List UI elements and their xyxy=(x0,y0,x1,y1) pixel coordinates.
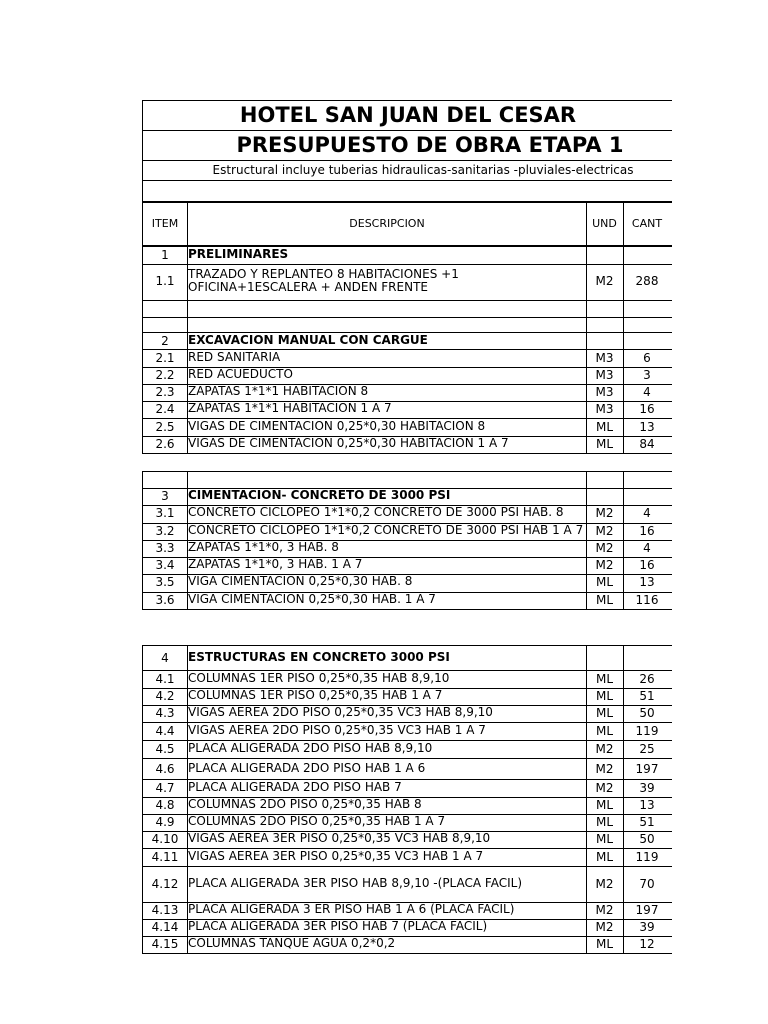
row-description: CIMENTACION- CONCRETO DE 3000 PSI xyxy=(188,488,451,502)
page-title: HOTEL SAN JUAN DEL CESAR xyxy=(239,103,577,127)
row-description: PLACA ALIGERADA 2DO PISO HAB 1 A 6 xyxy=(188,761,426,775)
row-description: VIGAS AEREA 3ER PISO 0,25*0,35 VC3 HAB 1 A 7 xyxy=(188,849,484,863)
row-unit: ML xyxy=(595,575,614,589)
row-item-number: 2.4 xyxy=(155,402,175,416)
row-item-number: 4.12 xyxy=(151,877,179,891)
row-unit: M3 xyxy=(595,402,614,416)
row-item-number: 4.11 xyxy=(151,850,179,864)
row-quantity: 13 xyxy=(639,798,655,812)
row-unit: ML xyxy=(595,437,614,451)
row-description: PLACA ALIGERADA 3 ER PISO HAB 1 A 6 (PLACA FACIL) xyxy=(188,902,515,916)
header-unit: UND xyxy=(592,217,617,230)
row-description: RED SANITARIA xyxy=(188,350,281,364)
row-item-number: 2.6 xyxy=(155,437,175,451)
row-quantity: 3 xyxy=(643,368,651,382)
row-unit: M2 xyxy=(595,877,614,891)
row-quantity: 84 xyxy=(639,437,655,451)
row-item-number: 3 xyxy=(161,489,169,503)
row-unit: M2 xyxy=(595,541,614,555)
row-item-number: 3.5 xyxy=(155,575,175,589)
row-quantity: 4 xyxy=(643,385,651,399)
scope-note: Estructural incluye tuberias hidraulicas-sanitarias -pluviales-electricas xyxy=(212,163,634,177)
row-description: COLUMNAS 2DO PISO 0,25*0,35 HAB 1 A 7 xyxy=(188,814,446,828)
row-unit: M2 xyxy=(595,742,614,756)
row-quantity: 39 xyxy=(639,920,655,934)
row-unit: M2 xyxy=(595,274,614,288)
row-description: CONCRETO CICLOPEO 1*1*0,2 CONCRETO DE 3000 PSI HAB 1 A 7 xyxy=(188,523,584,537)
row-unit: M2 xyxy=(595,524,614,538)
header-description: DESCRIPCION xyxy=(349,217,425,230)
row-description: PRELIMINARES xyxy=(188,247,289,261)
row-unit: M3 xyxy=(595,385,614,399)
row-unit: M2 xyxy=(595,903,614,917)
row-item-number: 4.8 xyxy=(155,798,175,812)
header-item: ITEM xyxy=(151,217,179,230)
row-item-number: 1 xyxy=(161,248,169,262)
row-item-number: 2 xyxy=(161,334,169,348)
row-quantity: 51 xyxy=(639,815,655,829)
row-description: COLUMNAS 1ER PISO 0,25*0,35 HAB 8,9,10 xyxy=(188,671,450,685)
row-unit: M2 xyxy=(595,781,614,795)
row-quantity: 16 xyxy=(639,524,655,538)
row-unit: ML xyxy=(595,937,614,951)
row-quantity: 4 xyxy=(643,541,651,555)
row-unit: ML xyxy=(595,706,614,720)
row-item-number: 4.15 xyxy=(151,937,179,951)
row-quantity: 16 xyxy=(639,402,655,416)
row-quantity: 12 xyxy=(639,937,655,951)
row-item-number: 4.10 xyxy=(151,832,179,846)
row-item-number: 2.3 xyxy=(155,385,175,399)
row-quantity: 39 xyxy=(639,781,655,795)
row-quantity: 70 xyxy=(639,877,655,891)
row-item-number: 4.9 xyxy=(155,815,175,829)
row-item-number: 4.7 xyxy=(155,781,175,795)
row-description: EXCAVACION MANUAL CON CARGUE xyxy=(188,333,428,347)
row-unit: M2 xyxy=(595,920,614,934)
row-item-number: 4.1 xyxy=(155,672,175,686)
row-quantity: 26 xyxy=(639,672,655,686)
row-unit: ML xyxy=(595,832,614,846)
row-quantity: 119 xyxy=(635,724,659,738)
row-quantity: 13 xyxy=(639,575,655,589)
row-item-number: 1.1 xyxy=(155,274,175,288)
row-quantity: 50 xyxy=(639,706,655,720)
row-description: PLACA ALIGERADA 3ER PISO HAB 7 (PLACA FACIL) xyxy=(188,919,488,933)
row-description: ZAPATAS 1*1*1 HABITACION 8 xyxy=(188,384,369,398)
row-description: COLUMNAS 2DO PISO 0,25*0,35 HAB 8 xyxy=(188,797,422,811)
row-unit: ML xyxy=(595,672,614,686)
row-unit: ML xyxy=(595,815,614,829)
row-unit: ML xyxy=(595,689,614,703)
header-quantity: CANT xyxy=(631,217,663,230)
row-quantity: 16 xyxy=(639,558,655,572)
row-description: COLUMNAS TANQUE AGUA 0,2*0,2 xyxy=(188,936,396,950)
row-description: ESTRUCTURAS EN CONCRETO 3000 PSI xyxy=(188,650,450,664)
row-item-number: 4.5 xyxy=(155,742,175,756)
row-description: VIGA CIMENTACION 0,25*0,30 HAB. 8 xyxy=(188,574,413,588)
row-item-number: 4.13 xyxy=(151,903,179,917)
row-item-number: 4.6 xyxy=(155,762,175,776)
row-item-number: 2.5 xyxy=(155,420,175,434)
row-quantity: 50 xyxy=(639,832,655,846)
row-description: TRAZADO Y REPLANTEO 8 HABITACIONES +1 OFICINA+1ESCALERA + ANDEN FRENTE xyxy=(188,267,459,294)
row-description: PLACA ALIGERADA 2DO PISO HAB 8,9,10 xyxy=(188,741,433,755)
row-unit: ML xyxy=(595,798,614,812)
row-description: VIGAS AEREA 2DO PISO 0,25*0,35 VC3 HAB 1 A 7 xyxy=(188,723,486,737)
row-description: RED ACUEDUCTO xyxy=(188,367,293,381)
row-item-number: 4.3 xyxy=(155,706,175,720)
row-item-number: 4.14 xyxy=(151,920,179,934)
page-clip xyxy=(672,0,768,1024)
row-unit: ML xyxy=(595,724,614,738)
row-quantity: 197 xyxy=(635,762,659,776)
row-quantity: 116 xyxy=(635,593,659,607)
row-item-number: 2.2 xyxy=(155,368,175,382)
row-description: PLACA ALIGERADA 3ER PISO HAB 8,9,10 -(PLACA FACIL) xyxy=(188,876,523,890)
row-description: VIGAS DE CIMENTACION 0,25*0,30 HABITACION 1 A 7 xyxy=(188,436,509,450)
row-description: CONCRETO CICLOPEO 1*1*0,2 CONCRETO DE 3000 PSI HAB. 8 xyxy=(188,505,564,519)
row-unit: M3 xyxy=(595,351,614,365)
row-description: PLACA ALIGERADA 2DO PISO HAB 7 xyxy=(188,780,402,794)
row-quantity: 119 xyxy=(635,850,659,864)
row-item-number: 3.3 xyxy=(155,541,175,555)
row-unit: M2 xyxy=(595,558,614,572)
row-item-number: 4.2 xyxy=(155,689,175,703)
row-unit: M3 xyxy=(595,368,614,382)
row-description: VIGA CIMENTACION 0,25*0,30 HAB. 1 A 7 xyxy=(188,592,436,606)
row-description: VIGAS DE CIMENTACION 0,25*0,30 HABITACION 8 xyxy=(188,419,486,433)
row-quantity: 6 xyxy=(643,351,651,365)
row-quantity: 13 xyxy=(639,420,655,434)
row-unit: ML xyxy=(595,850,614,864)
row-unit: ML xyxy=(595,420,614,434)
row-unit: ML xyxy=(595,593,614,607)
row-item-number: 3.6 xyxy=(155,593,175,607)
row-unit: M2 xyxy=(595,762,614,776)
row-description: ZAPATAS 1*1*0, 3 HAB. 1 A 7 xyxy=(188,557,363,571)
row-description: COLUMNAS 1ER PISO 0,25*0,35 HAB 1 A 7 xyxy=(188,688,443,702)
row-description: VIGAS AEREA 3ER PISO 0,25*0,35 VC3 HAB 8,9,10 xyxy=(188,831,491,845)
row-item-number: 4.4 xyxy=(155,724,175,738)
row-description: VIGAS AEREA 2DO PISO 0,25*0,35 VC3 HAB 8,9,10 xyxy=(188,705,493,719)
row-quantity: 4 xyxy=(643,506,651,520)
row-item-number: 2.1 xyxy=(155,351,175,365)
row-description: ZAPATAS 1*1*1 HABITACION 1 A 7 xyxy=(188,401,392,415)
row-quantity: 197 xyxy=(635,903,659,917)
row-quantity: 288 xyxy=(635,274,659,288)
row-item-number: 4 xyxy=(161,651,169,665)
row-description: ZAPATAS 1*1*0, 3 HAB. 8 xyxy=(188,540,339,554)
page-subtitle: PRESUPUESTO DE OBRA ETAPA 1 xyxy=(236,133,624,157)
row-quantity: 51 xyxy=(639,689,655,703)
row-item-number: 3.2 xyxy=(155,524,175,538)
row-item-number: 3.4 xyxy=(155,558,175,572)
row-item-number: 3.1 xyxy=(155,506,175,520)
row-quantity: 25 xyxy=(639,742,655,756)
row-unit: M2 xyxy=(595,506,614,520)
